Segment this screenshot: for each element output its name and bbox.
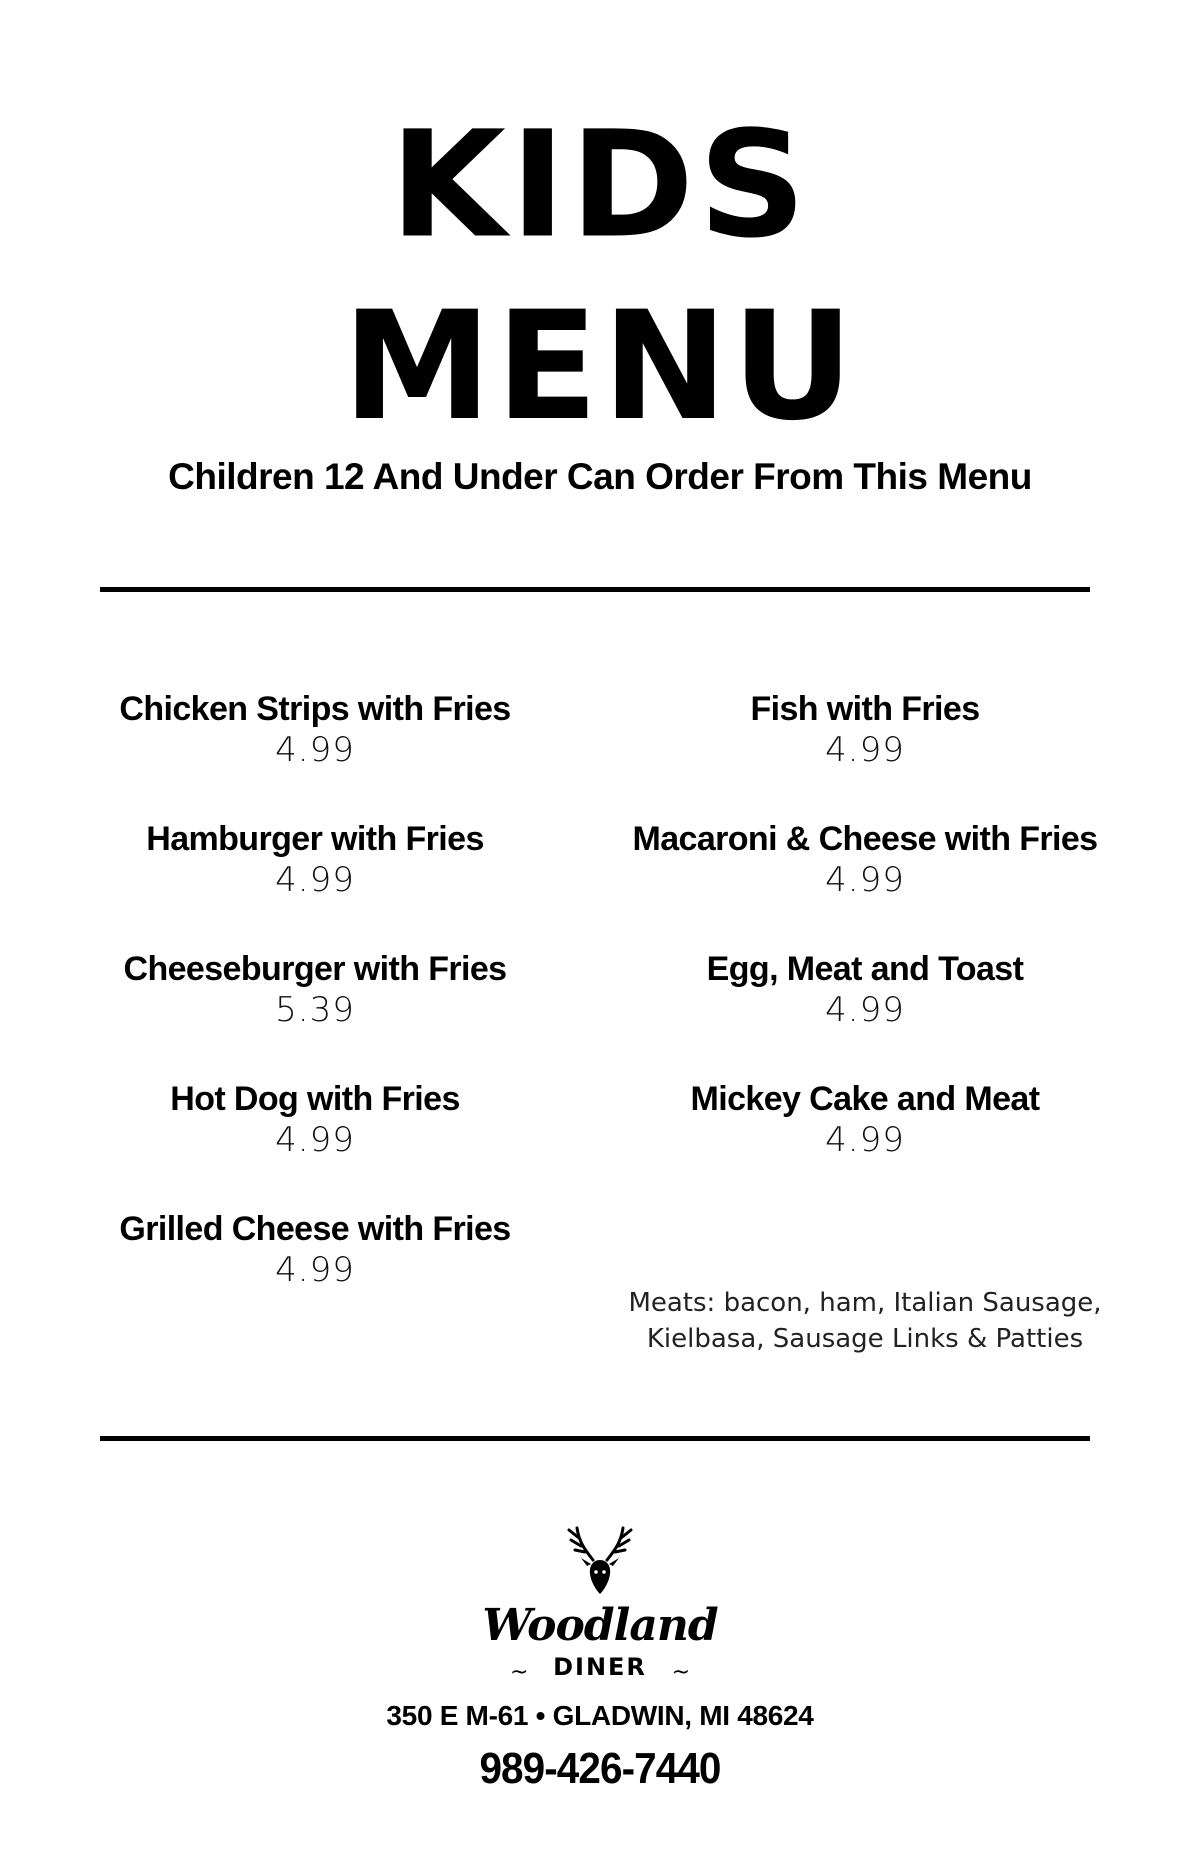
address: 350 E M-61 • GLADWIN, MI 48624 [386,1700,814,1731]
menu-item [45,818,585,948]
item-name: Hamburger with Fries [146,820,484,858]
menu-item [595,1078,1135,1208]
menu-item [595,948,1135,1078]
item-price: 4.99 [825,860,905,900]
logo-subtitle: DINER [553,1653,647,1681]
deer-head-icon [555,1520,645,1610]
phone-number: 989-426-7440 [479,1744,721,1793]
item-name: Grilled Cheese with Fries [119,1210,511,1248]
item-name: Fish with Fries [750,690,980,728]
woodland-diner-logo [480,1520,720,1685]
meats-note-line: Kielbasa, Sausage Links & Patties [646,1324,1084,1354]
item-price: 4.99 [275,860,355,900]
menu-item [595,688,1135,818]
item-price: 4.99 [275,730,355,770]
menu-item [45,948,585,1078]
swirl-ornament-icon: ~ [510,1660,529,1685]
item-price: 4.99 [825,730,905,770]
menu-column-right [595,688,1135,1208]
swirl-ornament-icon: ~ [671,1660,690,1685]
item-price: 5.39 [275,990,355,1030]
meats-note [595,1285,1135,1357]
item-name: Macaroni & Cheese with Fries [632,820,1098,858]
menu-item [45,688,585,818]
item-name: Chicken Strips with Fries [119,690,511,728]
item-name: Egg, Meat and Toast [706,950,1024,988]
item-price: 4.99 [825,1120,905,1160]
item-price: 4.99 [825,990,905,1030]
menu-item [595,818,1135,948]
menu-item [45,1078,585,1208]
menu-item [45,1208,585,1338]
item-name: Cheeseburger with Fries [123,950,507,988]
menu-column-left [45,688,585,1338]
item-name: Hot Dog with Fries [170,1080,460,1118]
meats-note-line: Meats: bacon, ham, Italian Sausage, [628,1288,1102,1318]
item-price: 4.99 [275,1250,355,1290]
divider-top [100,587,1090,592]
item-name: Mickey Cake and Meat [690,1080,1040,1118]
age-restriction-note: Children 12 And Under Can Order From This Menu [168,456,1032,497]
divider-bottom [100,1436,1090,1441]
item-price: 4.99 [275,1120,355,1160]
logo-wordmark: Woodland [482,1600,718,1651]
title-kids: KIDS [389,100,811,271]
title-menu: MENU [342,280,858,454]
